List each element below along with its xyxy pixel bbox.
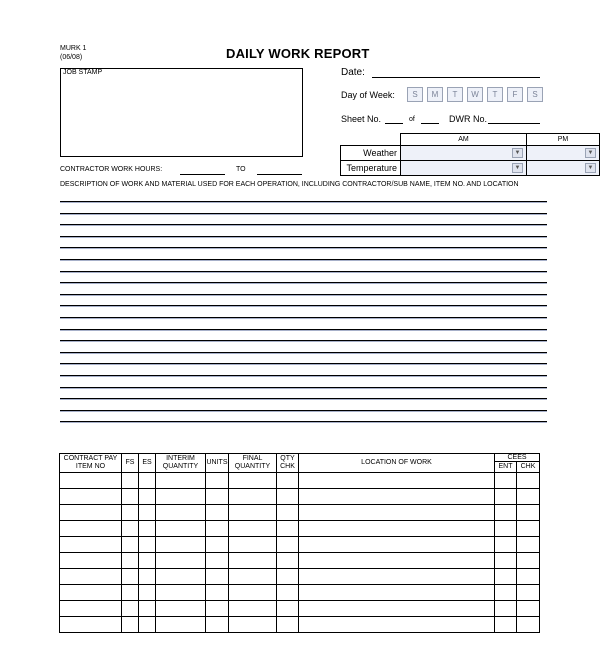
table-cell[interactable] (277, 553, 299, 569)
table-cell[interactable] (495, 569, 517, 585)
table-cell[interactable] (156, 505, 206, 521)
table-cell[interactable] (156, 617, 206, 633)
table-cell[interactable] (229, 585, 277, 601)
table-cell[interactable] (299, 537, 495, 553)
table-cell[interactable] (156, 601, 206, 617)
table-cell[interactable] (206, 489, 229, 505)
table-cell[interactable] (277, 569, 299, 585)
table-cell[interactable] (206, 553, 229, 569)
col-ent-header: ENT (495, 462, 517, 473)
table-cell[interactable] (139, 617, 156, 633)
table-cell[interactable] (495, 617, 517, 633)
table-row (60, 569, 540, 585)
table-cell[interactable] (139, 537, 156, 553)
table-cell[interactable] (206, 521, 229, 537)
table-cell[interactable] (206, 569, 229, 585)
table-cell[interactable] (122, 553, 139, 569)
dwr-no-label: DWR No. (449, 114, 487, 124)
table-row (60, 473, 540, 489)
table-cell[interactable] (277, 617, 299, 633)
col-cees-header: CEES (495, 454, 540, 462)
sheet-of-label: of (409, 116, 415, 123)
chevron-down-icon[interactable]: ▼ (585, 163, 596, 173)
table-cell[interactable] (495, 585, 517, 601)
description-line[interactable] (60, 305, 547, 307)
table-cell[interactable] (299, 569, 495, 585)
table-cell[interactable] (122, 505, 139, 521)
description-line[interactable] (60, 224, 547, 226)
table-cell[interactable] (277, 585, 299, 601)
job-stamp-box[interactable] (60, 68, 303, 157)
table-cell[interactable] (277, 537, 299, 553)
table-cell[interactable] (60, 505, 122, 521)
day-of-week-selector (407, 87, 543, 102)
pm-header: PM (527, 134, 600, 146)
table-row (60, 537, 540, 553)
table-cell[interactable] (139, 521, 156, 537)
table-cell[interactable] (156, 473, 206, 489)
col-es-header: ES (139, 454, 156, 473)
job-stamp-label: JOB STAMP (63, 69, 103, 76)
table-cell[interactable] (139, 473, 156, 489)
table-cell[interactable] (299, 505, 495, 521)
col-chk-header: CHK (517, 462, 540, 473)
description-line[interactable] (60, 247, 547, 249)
table-cell[interactable] (277, 489, 299, 505)
table-cell[interactable] (60, 585, 122, 601)
conditions-corner (341, 134, 401, 146)
temperature-label: Temperature (341, 161, 401, 176)
table-cell[interactable] (229, 521, 277, 537)
table-cell[interactable] (495, 473, 517, 489)
table-cell[interactable] (60, 521, 122, 537)
description-line[interactable] (60, 294, 547, 296)
table-row (60, 489, 540, 505)
sheet-total-field[interactable] (421, 123, 439, 124)
day-checkbox-saturday[interactable]: S (527, 87, 543, 102)
table-cell[interactable] (517, 521, 540, 537)
table-cell[interactable] (229, 537, 277, 553)
table-cell[interactable] (60, 553, 122, 569)
table-cell[interactable] (495, 553, 517, 569)
table-cell[interactable] (60, 601, 122, 617)
table-cell[interactable] (299, 489, 495, 505)
description-label: DESCRIPTION OF WORK AND MATERIAL USED FOR EACH OPERATION, INCLUDING CONTRACTOR/SUB NAME, ITEM NO. AND LOCATION (60, 181, 519, 188)
col-qty-chk-header: QTY CHK (277, 454, 299, 473)
table-cell[interactable] (60, 537, 122, 553)
description-line[interactable] (60, 213, 547, 215)
table-cell[interactable] (299, 601, 495, 617)
table-cell[interactable] (229, 473, 277, 489)
table-cell[interactable] (517, 617, 540, 633)
table-cell[interactable] (122, 521, 139, 537)
table-cell[interactable] (156, 489, 206, 505)
table-cell[interactable] (139, 601, 156, 617)
weather-pm-select[interactable] (527, 146, 600, 161)
description-line[interactable] (60, 236, 547, 238)
table-cell[interactable] (299, 521, 495, 537)
day-checkbox-tuesday[interactable]: T (447, 87, 463, 102)
table-cell[interactable] (156, 553, 206, 569)
day-of-week-label: Day of Week: (341, 90, 395, 100)
table-cell[interactable] (517, 569, 540, 585)
table-cell[interactable] (299, 585, 495, 601)
description-line[interactable] (60, 387, 547, 389)
work-hours-start-field[interactable] (180, 174, 225, 175)
col-final-header: FINAL QUANTITY (229, 454, 277, 473)
day-checkbox-friday[interactable]: F (507, 87, 523, 102)
table-cell[interactable] (299, 473, 495, 489)
table-row (60, 601, 540, 617)
description-line[interactable] (60, 363, 547, 365)
table-cell[interactable] (517, 601, 540, 617)
work-hours-label: CONTRACTOR WORK HOURS: (60, 166, 163, 173)
table-cell[interactable] (299, 617, 495, 633)
table-cell[interactable] (60, 489, 122, 505)
table-cell[interactable] (206, 585, 229, 601)
table-cell[interactable] (206, 505, 229, 521)
table-cell[interactable] (517, 553, 540, 569)
table-cell[interactable] (122, 569, 139, 585)
table-cell[interactable] (122, 601, 139, 617)
table-cell[interactable] (517, 537, 540, 553)
table-cell[interactable] (517, 585, 540, 601)
form-code-revision: (06/08) (60, 54, 83, 61)
table-cell[interactable] (139, 505, 156, 521)
table-cell[interactable] (139, 585, 156, 601)
description-line[interactable] (60, 271, 547, 273)
date-label: Date: (341, 67, 365, 78)
table-row (60, 585, 540, 601)
date-field[interactable] (372, 77, 540, 78)
description-line[interactable] (60, 317, 547, 319)
chevron-down-icon[interactable]: ▼ (512, 148, 523, 158)
description-line[interactable] (60, 421, 547, 423)
table-cell[interactable] (139, 489, 156, 505)
day-checkbox-thursday[interactable]: T (487, 87, 503, 102)
conditions-table (340, 133, 600, 176)
table-cell[interactable] (229, 505, 277, 521)
table-cell[interactable] (495, 601, 517, 617)
table-cell[interactable] (206, 473, 229, 489)
temperature-am-select[interactable] (401, 161, 527, 176)
work-hours-end-field[interactable] (257, 174, 302, 175)
table-cell[interactable] (277, 505, 299, 521)
table-cell[interactable] (495, 489, 517, 505)
description-line[interactable] (60, 352, 547, 354)
table-cell[interactable] (229, 617, 277, 633)
table-cell[interactable] (156, 585, 206, 601)
table-cell[interactable] (60, 569, 122, 585)
table-cell[interactable] (122, 473, 139, 489)
table-row (60, 505, 540, 521)
form-code (60, 44, 86, 62)
col-location-header: LOCATION OF WORK (299, 454, 495, 473)
description-line[interactable] (60, 282, 547, 284)
table-cell[interactable] (299, 553, 495, 569)
day-checkbox-monday[interactable]: M (427, 87, 443, 102)
description-line[interactable] (60, 329, 547, 331)
sheet-no-label: Sheet No. (341, 114, 382, 124)
description-line[interactable] (60, 410, 547, 412)
table-row (60, 521, 540, 537)
table-row (60, 617, 540, 633)
am-header: AM (401, 134, 527, 146)
table-cell[interactable] (229, 601, 277, 617)
table-cell[interactable] (206, 601, 229, 617)
weather-am-select[interactable] (401, 146, 527, 161)
table-cell[interactable] (517, 505, 540, 521)
table-cell[interactable] (156, 521, 206, 537)
table-cell[interactable] (495, 505, 517, 521)
table-cell[interactable] (156, 537, 206, 553)
table-cell[interactable] (122, 489, 139, 505)
day-checkbox-sunday[interactable]: S (407, 87, 423, 102)
page-title: DAILY WORK REPORT (226, 46, 370, 61)
table-cell[interactable] (517, 473, 540, 489)
table-cell[interactable] (122, 617, 139, 633)
table-cell[interactable] (139, 553, 156, 569)
form-code-number: MURK 1 (60, 45, 87, 52)
table-cell[interactable] (495, 537, 517, 553)
day-checkbox-wednesday[interactable]: W (467, 87, 483, 102)
table-cell[interactable] (206, 617, 229, 633)
table-cell[interactable] (60, 473, 122, 489)
table-cell[interactable] (122, 537, 139, 553)
table-row (60, 553, 540, 569)
description-line[interactable] (60, 340, 547, 342)
sheet-no-field[interactable] (385, 123, 403, 124)
table-cell[interactable] (277, 601, 299, 617)
chevron-down-icon[interactable]: ▼ (585, 148, 596, 158)
col-units-header: UNITS (206, 454, 229, 473)
col-interim-header: INTERIM QUANTITY (156, 454, 206, 473)
col-pay-item-header: CONTRACT PAY ITEM NO (60, 454, 122, 473)
table-cell[interactable] (229, 489, 277, 505)
dwr-no-field[interactable] (488, 123, 540, 124)
table-cell[interactable] (517, 489, 540, 505)
description-line[interactable] (60, 398, 547, 400)
table-cell[interactable] (156, 569, 206, 585)
table-cell[interactable] (277, 521, 299, 537)
table-cell[interactable] (122, 585, 139, 601)
table-cell[interactable] (495, 521, 517, 537)
table-cell[interactable] (277, 473, 299, 489)
work-hours-to-label: TO (236, 166, 246, 173)
weather-label: Weather (341, 146, 401, 161)
table-cell[interactable] (229, 569, 277, 585)
description-line[interactable] (60, 375, 547, 377)
table-cell[interactable] (229, 553, 277, 569)
temperature-pm-select[interactable] (527, 161, 600, 176)
col-fs-header: FS (122, 454, 139, 473)
description-line[interactable] (60, 201, 547, 203)
chevron-down-icon[interactable]: ▼ (512, 163, 523, 173)
table-cell[interactable] (60, 617, 122, 633)
pay-items-table (59, 453, 540, 633)
table-cell[interactable] (139, 569, 156, 585)
description-line[interactable] (60, 259, 547, 261)
table-cell[interactable] (206, 537, 229, 553)
